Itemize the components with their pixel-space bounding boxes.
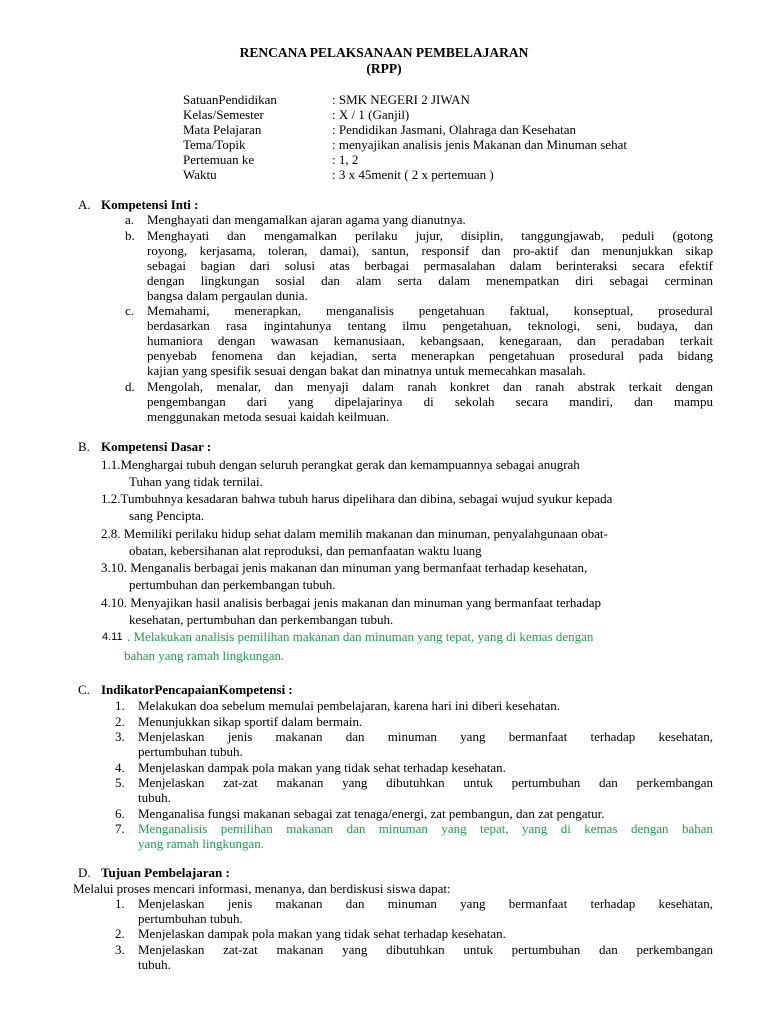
list-marker: 7. xyxy=(115,821,125,836)
list-item-line: penyebab fenomena dan kejadian, serta menerapkan pengetahuan prosedural pada bidang xyxy=(147,348,713,363)
list-item-line-highlight: Menganalisis pemilihan makanan dan minuman yang tepat, yang di kemas dengan bahan xyxy=(138,821,713,836)
list-item-line: tubuh. xyxy=(138,957,171,972)
identity-value: : X / 1 (Ganjil) xyxy=(332,107,410,122)
list-item-line: dengan lingkungan sosial dan alam serta dalam menempatkan diri sebagai cerminan xyxy=(147,273,713,288)
list-item-line: Menganalisa fungsi makanan sebagai zat tenaga/energi, zat pembangun, dan zat pengatur. xyxy=(138,806,605,821)
kd-item-line: 1.1.Menghargai tubuh dengan seluruh perangkat gerak dan kemampuannya sebagai anugrah xyxy=(101,457,580,472)
list-marker: d. xyxy=(125,379,135,394)
identity-value: : SMK NEGERI 2 JIWAN xyxy=(332,92,470,107)
kd-item-number: 4.11 xyxy=(102,631,123,643)
list-marker: 6. xyxy=(115,806,125,821)
kd-item-line: 2.8. Memiliki perilaku hidup sehat dalam memilih makanan dan minuman, penyalahgunaan obat- xyxy=(101,526,608,541)
list-item-line: Menghayati dan mengamalkan ajaran agama yang dianutnya. xyxy=(147,212,466,227)
section-heading: Tujuan Pembelajaran : xyxy=(101,865,230,880)
identity-value: : Pendidikan Jasmani, Olahraga dan Kesehatan xyxy=(332,122,577,137)
kd-item-line: obatan, kebersihanan alat reproduksi, dan pemanfaatan waktu luang xyxy=(129,543,482,558)
kd-item-line-highlight: bahan yang ramah lingkungan. xyxy=(124,648,285,663)
list-item-line: Menjelaskan jenis makanan dan minuman yang bermanfaat terhadap kesehatan, xyxy=(138,729,713,744)
section-letter: A. xyxy=(78,197,91,212)
list-item-line: humaniora dengan wawasan kemanusiaan, kebangsaan, kenegaraan, dan peradaban terkait xyxy=(147,333,713,348)
list-item-line: Memahami, menerapkan, menganalisis pengetahuan faktual, konseptual, prosedural xyxy=(147,303,713,318)
list-marker: a. xyxy=(125,212,135,227)
list-marker: 3. xyxy=(115,942,125,957)
list-item-line: Menjelaskan dampak pola makan yang tidak sehat terhadap kesehatan. xyxy=(138,926,506,941)
list-item-line: pertumbuhan tubuh. xyxy=(138,911,243,926)
identity-label: Kelas/Semester xyxy=(183,107,264,122)
list-marker: c. xyxy=(125,303,135,318)
kd-item-line: pertumbuhan dan perkembangan tubuh. xyxy=(129,577,336,592)
document-subtitle: (RPP) xyxy=(366,61,402,76)
list-item-line: kajian yang spesifik sesuai dengan bakat dan minatnya untuk memecahkan masalah. xyxy=(147,363,586,378)
list-item-line: Menjelaskan zat-zat makanan yang dibutuhkan untuk pertumbuhan dan perkembangan xyxy=(138,942,713,957)
list-item-line: Mengolah, menalar, dan menyaji dalam ranah konkret dan ranah abstrak terkait dengan xyxy=(147,379,713,394)
list-item-line: royong, kerjasama, toleran, damai), santun, responsif dan pro-aktif dan menunjukkan sikap xyxy=(147,243,713,258)
list-item-line: sebagai bagian dari solusi atas berbagai permasalahan dalam berinteraksi secara efektif xyxy=(147,258,713,273)
identity-label: Tema/Topik xyxy=(183,137,246,152)
document-title: RENCANA PELAKSANAAN PEMBELAJARAN xyxy=(239,45,529,60)
list-marker: 4. xyxy=(115,760,125,775)
identity-label: Mata Pelajaran xyxy=(183,122,262,137)
list-marker: 2. xyxy=(115,714,125,729)
kd-item-line-highlight: . Melakukan analisis pemilihan makanan dan minuman yang tepat, yang di kemas dengan xyxy=(127,629,594,644)
kd-item-line: 4.10. Menyajikan hasil analisis berbagai jenis makanan dan minuman yang bermanfaat terhadap xyxy=(101,595,601,610)
list-marker: 3. xyxy=(115,729,125,744)
list-item-line: bangsa dalam pergaulan dunia. xyxy=(147,288,308,303)
section-heading: Kompetensi Dasar : xyxy=(101,439,212,454)
identity-label: Pertemuan ke xyxy=(183,152,255,167)
section-letter: C. xyxy=(78,682,90,697)
kd-item-line: kesehatan, pertumbuhan dan perkembangan tubuh. xyxy=(129,612,394,627)
list-marker: 5. xyxy=(115,775,125,790)
list-marker: 2. xyxy=(115,926,125,941)
identity-label: Waktu xyxy=(183,167,217,182)
section-heading: Kompetensi Inti : xyxy=(101,197,199,212)
list-item-line: tubuh. xyxy=(138,790,171,805)
kd-item-line: Tuhan yang tidak ternilai. xyxy=(129,474,263,489)
list-item-line: menggunakan metoda sesuai kaidah keilmuan. xyxy=(147,409,390,424)
list-item-line: Melakukan doa sebelum memulai pembelajaran, karena hari ini diberi kesehatan. xyxy=(138,698,560,713)
list-marker: b. xyxy=(125,228,135,243)
identity-label: SatuanPendidikan xyxy=(183,92,277,107)
list-item-line: pertumbuhan tubuh. xyxy=(138,744,243,759)
list-marker: 1. xyxy=(115,896,125,911)
section-letter: B. xyxy=(78,439,90,454)
section-intro: Melalui proses mencari informasi, menanya, dan berdiskusi siswa dapat: xyxy=(73,881,451,896)
section-letter: D. xyxy=(78,865,91,880)
kd-item-line: sang Pencipta. xyxy=(129,508,205,523)
list-item-line: Menjelaskan zat-zat makanan yang dibutuhkan untuk pertumbuhan dan perkembangan xyxy=(138,775,713,790)
list-marker: 1. xyxy=(115,698,125,713)
list-item-line: Menunjukkan sikap sportif dalam bermain. xyxy=(138,714,363,729)
list-item-line: Menjelaskan jenis makanan dan minuman yang bermanfaat terhadap kesehatan, xyxy=(138,896,713,911)
identity-value: : 3 x 45menit ( 2 x pertemuan ) xyxy=(332,167,494,182)
list-item-line: Menghayati dan mengamalkan perilaku jujur, disiplin, tanggungjawab, peduli (gotong xyxy=(147,228,713,243)
identity-value: : menyajikan analisis jenis Makanan dan Minuman sehat xyxy=(332,137,627,152)
list-item-line: pengembangan dari yang dipelajarinya di sekolah secara mandiri, dan mampu xyxy=(147,394,713,409)
identity-value: : 1, 2 xyxy=(332,152,359,167)
kd-item-line: 1.2.Tumbuhnya kesadaran bahwa tubuh harus dipelihara dan dibina, sebagai wujud syukur kepada xyxy=(101,491,613,506)
list-item-line-highlight: yang ramah lingkungan. xyxy=(138,836,264,851)
list-item-line: berdasarkan rasa ingintahunya tentang ilmu pengetahuan, teknologi, seni, budaya, dan xyxy=(147,318,713,333)
list-item-line: Menjelaskan dampak pola makan yang tidak sehat terhadap kesehatan. xyxy=(138,760,506,775)
section-heading: IndikatorPencapaianKompetensi : xyxy=(101,682,293,697)
kd-item-line: 3.10. Menganalis berbagai jenis makanan dan minuman yang bermanfaat terhadap kesehatan, xyxy=(101,560,588,575)
